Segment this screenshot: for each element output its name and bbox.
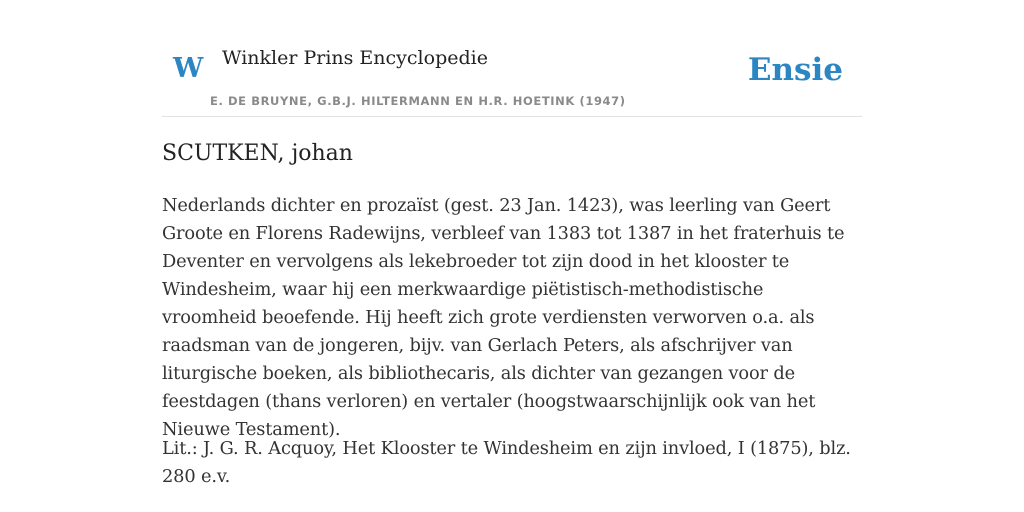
entry-body: Nederlands dichter en prozaïst (gest. 23 Jan. 1423), was leerling van Geert Groote en Florens Radewijns, verbleef van 1383 tot 1387 in het fraterhuis te Deventer en vervolgens als lekebroeder tot zijn dood in het klooster te Windesheim, waar hij een merkwaardige piëtistisch-methodistische vroomheid beoefende. Hij heeft zich grote verdiensten verworven o.a. als raadsman van de jongeren, bijv. van Gerlach Peters, als afschrijver van liturgische boeken, als bibliothecaris, als dichter van gezangen voor de feestdagen (thans verloren) en vertaler (hoogstwaarschijnlijk ook van het Nieuwe Testament). xyxy=(162,195,845,440)
header xyxy=(162,40,862,117)
site-logo[interactable]: Ensie xyxy=(747,52,843,88)
entry-literature: Lit.: J. G. R. Acquoy, Het Klooster te Windesheim en zijn invloed, I (1875), blz. 280 e.v. xyxy=(162,438,851,487)
publication-title[interactable]: Winkler Prins Encyclopedie xyxy=(222,47,488,69)
publication-authors: E. DE BRUYNE, G.B.J. HILTERMANN EN H.R. HOETINK (1947) xyxy=(210,94,626,108)
entry-title: SCUTKEN, johan xyxy=(162,141,353,166)
publication-logo-icon[interactable]: W xyxy=(173,53,204,84)
